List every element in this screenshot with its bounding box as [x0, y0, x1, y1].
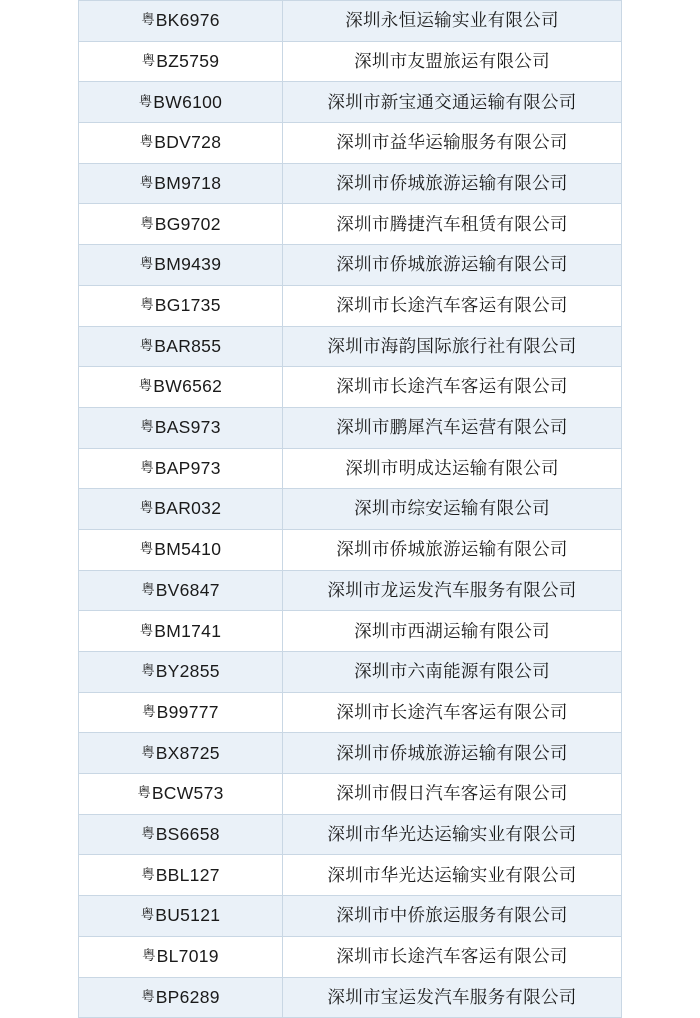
- plate-number-text: BW6100: [153, 91, 223, 112]
- plate-number-cell: [79, 652, 283, 693]
- table-row: [79, 204, 622, 245]
- table-row: [79, 733, 622, 774]
- plate-number-text: BL7019: [156, 946, 219, 967]
- table-row: [79, 896, 622, 937]
- plate-number-text: B99777: [156, 701, 219, 722]
- plate-province-prefix: 粤: [141, 988, 155, 1004]
- plate-province-prefix: 粤: [141, 744, 155, 760]
- plate-province-prefix: 粤: [139, 500, 154, 516]
- plate-number-text: BZ5759: [156, 50, 220, 71]
- company-name-cell: 深圳市腾捷汽车租赁有限公司: [283, 204, 622, 245]
- plate-province-prefix: 粤: [141, 663, 155, 679]
- company-name-cell: 深圳市明成达运输有限公司: [283, 448, 622, 489]
- company-name-cell: 深圳市华光达运输实业有限公司: [283, 855, 622, 896]
- company-name-cell: 深圳市长途汽车客运有限公司: [283, 285, 622, 326]
- plate-province-prefix: 粤: [142, 948, 156, 964]
- plate-number-text: BM1741: [154, 620, 222, 641]
- table-row: [79, 529, 622, 570]
- plate-number-text: BAP973: [154, 457, 221, 478]
- company-name-cell: 深圳市华光达运输实业有限公司: [283, 814, 622, 855]
- plate-number-cell: [79, 489, 283, 530]
- table-row: [79, 611, 622, 652]
- plate-province-prefix: 粤: [140, 297, 154, 313]
- company-name-cell: 深圳市六南能源有限公司: [283, 652, 622, 693]
- table-row: [79, 855, 622, 896]
- company-name-cell: 深圳市友盟旅运有限公司: [283, 41, 622, 82]
- plate-number-text: BBL127: [155, 864, 220, 885]
- company-name-cell: 深圳市侨城旅游运输有限公司: [283, 733, 622, 774]
- plate-province-prefix: 粤: [141, 825, 155, 841]
- plate-number-cell: [79, 163, 283, 204]
- plate-number-text: BG9702: [154, 213, 221, 234]
- plate-number-cell: [79, 41, 283, 82]
- table-row: [79, 1, 622, 42]
- company-name-cell: 深圳市侨城旅游运输有限公司: [283, 245, 622, 286]
- table-body: [79, 1, 622, 1018]
- table-row: [79, 570, 622, 611]
- plate-number-text: BM9718: [154, 172, 222, 193]
- plate-province-prefix: 粤: [139, 134, 154, 150]
- company-name-cell: 深圳市长途汽车客运有限公司: [283, 692, 622, 733]
- company-name-cell: 深圳市中侨旅运服务有限公司: [283, 896, 622, 937]
- plate-number-cell: [79, 82, 283, 123]
- plate-province-prefix: 粤: [139, 256, 154, 272]
- company-name-cell: 深圳市海韵国际旅行社有限公司: [283, 326, 622, 367]
- plate-number-cell: [79, 407, 283, 448]
- table-row: [79, 407, 622, 448]
- plate-province-prefix: 粤: [139, 337, 154, 353]
- plate-number-text: BK6976: [155, 10, 220, 31]
- company-name-cell: 深圳市龙运发汽车服务有限公司: [283, 570, 622, 611]
- table-row: [79, 82, 622, 123]
- company-name-cell: 深圳市新宝通交通运输有限公司: [283, 82, 622, 123]
- plate-number-cell: [79, 733, 283, 774]
- plate-number-cell: [79, 204, 283, 245]
- company-name-cell: 深圳市综安运输有限公司: [283, 489, 622, 530]
- plate-province-prefix: 粤: [140, 215, 154, 231]
- table-row: [79, 245, 622, 286]
- company-name-cell: 深圳永恒运输实业有限公司: [283, 1, 622, 42]
- plate-number-text: BU5121: [155, 905, 221, 926]
- table-row: [79, 692, 622, 733]
- company-name-cell: 深圳市益华运输服务有限公司: [283, 123, 622, 164]
- plate-province-prefix: 粤: [141, 12, 155, 28]
- plate-number-text: BAR855: [154, 335, 222, 356]
- plate-number-text: BW6562: [153, 376, 223, 397]
- plate-province-prefix: 粤: [139, 622, 154, 638]
- table-row: [79, 489, 622, 530]
- table-row: [79, 285, 622, 326]
- plate-province-prefix: 粤: [140, 907, 155, 923]
- plate-number-text: BS6658: [155, 823, 220, 844]
- company-name-cell: 深圳市西湖运输有限公司: [283, 611, 622, 652]
- company-name-cell: 深圳市长途汽车客运有限公司: [283, 367, 622, 408]
- plate-province-prefix: 粤: [137, 785, 151, 801]
- plate-province-prefix: 粤: [139, 174, 154, 190]
- vehicle-plate-table: [78, 0, 622, 1018]
- plate-number-cell: [79, 570, 283, 611]
- table-row: [79, 977, 622, 1018]
- table-row: [79, 936, 622, 977]
- plate-number-text: BP6289: [155, 986, 220, 1007]
- company-name-cell: 深圳市侨城旅游运输有限公司: [283, 163, 622, 204]
- plate-province-prefix: 粤: [142, 703, 156, 719]
- plate-number-cell: [79, 774, 283, 815]
- table-row: [79, 163, 622, 204]
- plate-number-text: BCW573: [151, 783, 224, 804]
- plate-province-prefix: 粤: [141, 581, 155, 597]
- plate-number-cell: [79, 692, 283, 733]
- plate-number-text: BM5410: [154, 539, 222, 560]
- table-row: [79, 367, 622, 408]
- plate-number-text: BAR032: [154, 498, 222, 519]
- table-row: [79, 448, 622, 489]
- company-name-cell: 深圳市鹏犀汽车运营有限公司: [283, 407, 622, 448]
- plate-number-cell: [79, 896, 283, 937]
- plate-province-prefix: 粤: [141, 866, 155, 882]
- table-row: [79, 814, 622, 855]
- plate-number-text: BDV728: [154, 132, 222, 153]
- plate-number-cell: [79, 936, 283, 977]
- plate-province-prefix: 粤: [138, 93, 153, 109]
- plate-number-text: BY2855: [155, 661, 220, 682]
- plate-number-cell: [79, 245, 283, 286]
- plate-number-cell: [79, 814, 283, 855]
- plate-number-text: BAS973: [154, 417, 221, 438]
- plate-province-prefix: 粤: [141, 52, 156, 68]
- table-row: [79, 326, 622, 367]
- plate-number-cell: [79, 367, 283, 408]
- table-row: [79, 123, 622, 164]
- plate-number-text: BV6847: [155, 579, 220, 600]
- plate-province-prefix: 粤: [139, 541, 154, 557]
- plate-number-cell: [79, 611, 283, 652]
- company-name-cell: 深圳市长途汽车客运有限公司: [283, 936, 622, 977]
- plate-number-text: BM9439: [154, 254, 222, 275]
- company-name-cell: 深圳市侨城旅游运输有限公司: [283, 529, 622, 570]
- plate-number-cell: [79, 977, 283, 1018]
- plate-number-cell: [79, 529, 283, 570]
- plate-number-cell: [79, 855, 283, 896]
- plate-number-cell: [79, 123, 283, 164]
- plate-number-cell: [79, 1, 283, 42]
- plate-province-prefix: 粤: [140, 419, 154, 435]
- plate-number-text: BG1735: [154, 295, 221, 316]
- plate-number-text: BX8725: [155, 742, 220, 763]
- table-row: [79, 774, 622, 815]
- company-name-cell: 深圳市假日汽车客运有限公司: [283, 774, 622, 815]
- plate-number-cell: [79, 448, 283, 489]
- plate-number-cell: [79, 326, 283, 367]
- company-name-cell: 深圳市宝运发汽车服务有限公司: [283, 977, 622, 1018]
- plate-province-prefix: 粤: [140, 459, 154, 475]
- table-row: [79, 652, 622, 693]
- plate-province-prefix: 粤: [138, 378, 153, 394]
- table-row: [79, 41, 622, 82]
- plate-number-cell: [79, 285, 283, 326]
